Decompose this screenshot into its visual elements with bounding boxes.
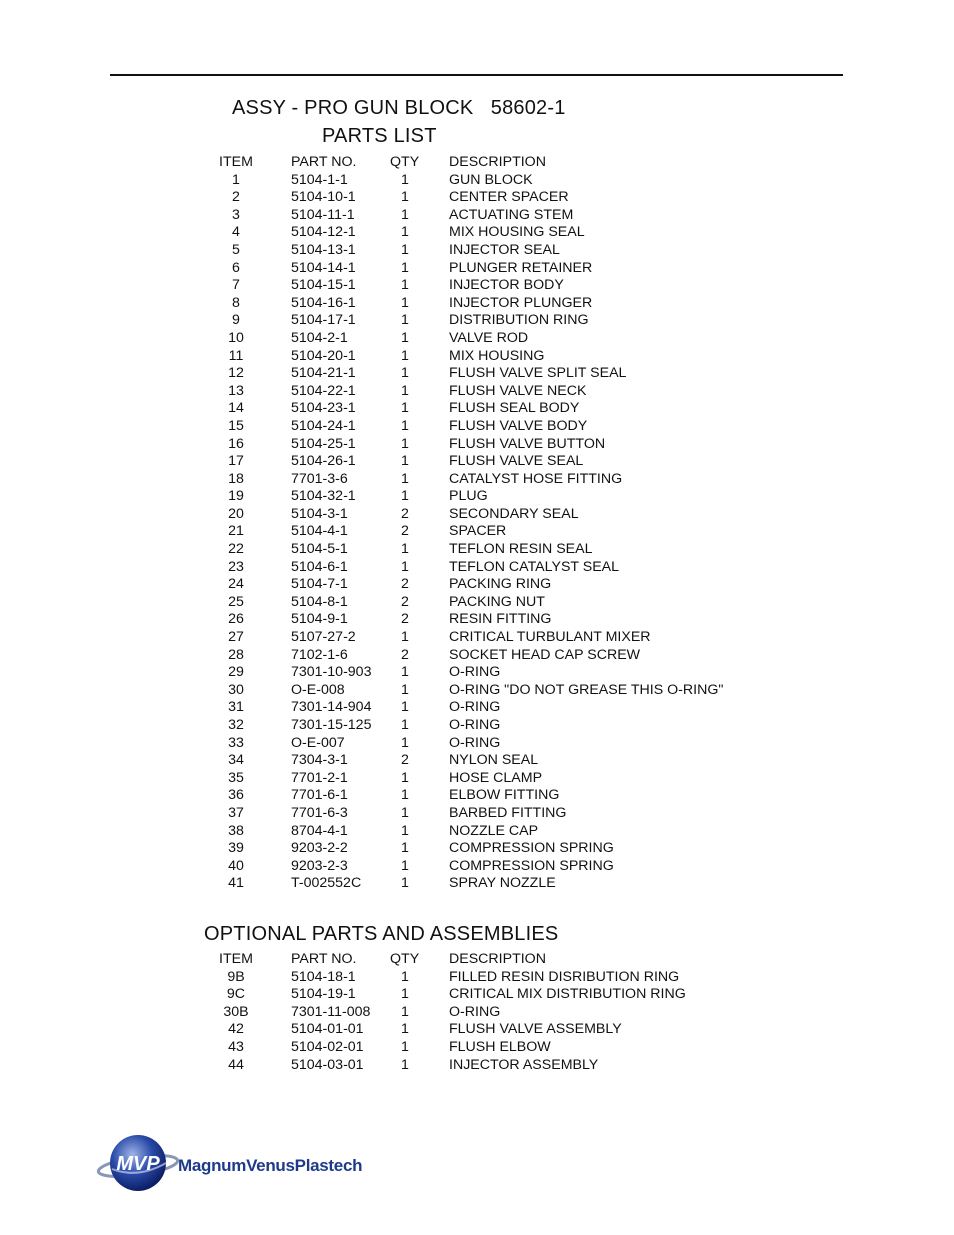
part-number-cell: 7304-3-1	[291, 752, 348, 769]
logo-mark-text: MVP	[116, 1153, 160, 1175]
description-cell: O-RING	[449, 717, 501, 733]
item-cell: 34	[228, 752, 244, 769]
item-cell: 37	[228, 804, 244, 821]
qty-cell: 2	[401, 752, 409, 769]
item-cell: 41	[228, 875, 244, 892]
part-number-cell: 5104-19-1	[291, 986, 356, 1003]
part-number-cell: 5104-32-1	[291, 488, 356, 505]
description-cell: INJECTOR SEAL	[449, 241, 560, 258]
parts-list-heading: PARTS LIST	[322, 125, 437, 147]
col-part-header: PART NO.	[291, 951, 357, 967]
description-cell: FLUSH VALVE SPLIT SEAL	[449, 365, 627, 382]
part-number-cell: 5104-22-1	[291, 382, 356, 399]
part-number-cell: 5104-13-1	[291, 241, 356, 258]
description-cell: HOSE CLAMP	[449, 769, 543, 786]
item-cell: 2	[232, 189, 240, 206]
item-cell: 6	[232, 259, 240, 276]
qty-cell: 1	[401, 629, 409, 646]
qty-cell: 1	[401, 681, 409, 698]
item-cell: 8	[232, 294, 240, 311]
description-cell: FLUSH VALVE ASSEMBLY	[449, 1021, 622, 1038]
col-description-header: DESCRIPTION	[449, 951, 546, 967]
item-cell: 24	[228, 576, 244, 593]
qty-cell: 2	[401, 523, 409, 540]
item-cell: 30	[228, 681, 244, 698]
description-cell: O-RING "DO NOT GREASE THIS O-RING"	[449, 681, 724, 698]
description-cell: ELBOW FITTING	[449, 787, 560, 804]
description-cell: PACKING NUT	[449, 593, 545, 610]
qty-cell: 1	[401, 365, 409, 382]
item-cell: 29	[228, 664, 244, 681]
qty-cell: 1	[401, 1056, 409, 1073]
item-cell: 9	[232, 312, 240, 329]
description-cell: DISTRIBUTION RING	[449, 312, 589, 329]
description-cell: FLUSH VALVE NECK	[449, 382, 587, 399]
description-cell: ACTUATING STEM	[449, 206, 574, 223]
description-cell: NYLON SEAL	[449, 752, 539, 769]
part-number-cell: 8704-4-1	[291, 822, 348, 839]
qty-cell: 1	[401, 312, 409, 329]
qty-cell: 1	[401, 189, 409, 206]
part-number-cell: 5104-03-01	[291, 1056, 364, 1073]
part-number-cell: 5104-23-1	[291, 400, 356, 417]
item-cell: 32	[228, 717, 244, 733]
description-cell: SECONDARY SEAL	[449, 505, 579, 522]
qty-cell: 1	[401, 277, 409, 294]
part-number-cell: 7701-6-1	[291, 787, 348, 804]
description-cell: CATALYST HOSE FITTING	[449, 470, 623, 487]
part-number-cell: 5104-6-1	[291, 558, 348, 575]
col-item-header: ITEM	[219, 154, 253, 170]
description-cell: INJECTOR ASSEMBLY	[449, 1056, 599, 1073]
part-number-cell: 5104-21-1	[291, 365, 356, 382]
part-number-cell: 7701-6-3	[291, 804, 348, 821]
description-cell: CENTER SPACER	[449, 189, 569, 206]
qty-cell: 1	[401, 875, 409, 892]
item-cell: 9C	[226, 986, 246, 1003]
qty-cell: 2	[401, 593, 409, 610]
description-cell: COMPRESSION SPRING	[449, 857, 614, 874]
part-number-cell: 5107-27-2	[291, 629, 356, 646]
qty-cell: 1	[401, 822, 409, 839]
description-cell: CRITICAL MIX DISTRIBUTION RING	[449, 986, 686, 1003]
description-cell: MIX HOUSING SEAL	[449, 224, 585, 241]
item-cell: 33	[228, 734, 244, 751]
col-part-header: PART NO.	[291, 154, 357, 170]
part-number-cell: 7701-2-1	[291, 769, 348, 786]
description-cell: PACKING RING	[449, 576, 552, 593]
description-cell: O-RING	[449, 1003, 501, 1020]
qty-cell: 1	[401, 347, 409, 364]
part-number-cell: 5104-20-1	[291, 347, 356, 364]
description-cell: GUN BLOCK	[449, 171, 533, 188]
description-cell: COMPRESSION SPRING	[449, 840, 614, 857]
qty-cell: 1	[401, 241, 409, 258]
qty-cell: 1	[401, 382, 409, 399]
col-qty-header: QTY	[390, 154, 420, 170]
part-number-cell: 5104-18-1	[291, 968, 356, 985]
part-number-cell: 7701-3-6	[291, 470, 348, 487]
item-cell: 3	[232, 206, 240, 223]
part-number-cell: 5104-12-1	[291, 224, 356, 241]
qty-cell: 1	[401, 804, 409, 821]
qty-cell: 1	[401, 840, 409, 857]
qty-cell: 2	[401, 505, 409, 522]
item-cell: 11	[228, 347, 244, 364]
qty-cell: 1	[401, 717, 409, 733]
item-cell: 25	[228, 593, 244, 610]
item-cell: 7	[232, 277, 240, 294]
qty-cell: 1	[401, 1038, 409, 1055]
description-cell: O-RING	[449, 734, 501, 751]
item-cell: 1	[232, 171, 240, 188]
part-number-cell: 5104-1-1	[291, 171, 348, 188]
qty-cell: 1	[401, 294, 409, 311]
item-cell: 22	[228, 541, 244, 558]
qty-cell: 1	[401, 558, 409, 575]
part-number-cell: 5104-01-01	[291, 1021, 364, 1038]
part-number-cell: 7301-15-125	[291, 717, 372, 733]
part-number-cell: 5104-26-1	[291, 453, 356, 470]
item-cell: 44	[228, 1056, 244, 1073]
page-title: ASSY - PRO GUN BLOCK 58602-1	[232, 97, 566, 119]
logo-wordmark: MagnumVenusPlastech	[178, 1156, 363, 1175]
item-cell: 42	[228, 1021, 244, 1038]
description-cell: PLUNGER RETAINER	[449, 259, 593, 276]
col-item-header: ITEM	[219, 951, 253, 967]
part-number-cell: 5104-3-1	[291, 505, 348, 522]
part-number-cell: T-002552C	[291, 875, 362, 892]
description-cell: FLUSH ELBOW	[449, 1038, 551, 1055]
qty-cell: 1	[401, 400, 409, 417]
part-number-cell: 9203-2-2	[291, 840, 348, 857]
qty-cell: 1	[401, 171, 409, 188]
part-number-cell: 5104-2-1	[291, 329, 348, 346]
part-number-cell: 5104-5-1	[291, 541, 348, 558]
col-description-header: DESCRIPTION	[449, 154, 546, 170]
col-qty-header: QTY	[390, 951, 420, 967]
item-cell: 28	[228, 646, 244, 663]
part-number-cell: 5104-8-1	[291, 593, 348, 610]
item-cell: 30B	[223, 1003, 249, 1020]
description-cell: O-RING	[449, 699, 501, 716]
part-number-cell: 7301-14-904	[291, 699, 372, 716]
item-cell: 31	[228, 699, 244, 716]
item-cell: 5	[232, 241, 240, 258]
qty-cell: 1	[401, 259, 409, 276]
part-number-cell: 5104-02-01	[291, 1038, 364, 1055]
qty-cell: 1	[401, 470, 409, 487]
item-cell: 36	[228, 787, 244, 804]
qty-cell: 1	[401, 787, 409, 804]
part-number-cell: 7102-1-6	[291, 646, 348, 663]
description-cell: VALVE ROD	[449, 329, 529, 346]
part-number-cell: 5104-25-1	[291, 435, 356, 452]
qty-cell: 1	[401, 857, 409, 874]
part-number-cell: O-E-008	[291, 681, 345, 698]
part-number-cell: 5104-10-1	[291, 189, 356, 206]
item-cell: 43	[228, 1038, 244, 1055]
item-cell: 38	[228, 822, 244, 839]
part-number-cell: 5104-14-1	[291, 259, 356, 276]
qty-cell: 1	[401, 1021, 409, 1038]
part-number-cell: 5104-9-1	[291, 611, 348, 628]
description-cell: SPRAY NOZZLE	[449, 875, 556, 892]
qty-cell: 1	[401, 986, 409, 1003]
description-cell: FILLED RESIN DISRIBUTION RING	[449, 968, 680, 985]
item-cell: 16	[228, 435, 244, 452]
qty-cell: 1	[401, 206, 409, 223]
item-cell: 40	[228, 857, 244, 874]
item-cell: 17	[228, 453, 244, 470]
description-cell: INJECTOR PLUNGER	[449, 294, 593, 311]
description-cell: SPACER	[449, 523, 507, 540]
description-cell: TEFLON CATALYST SEAL	[449, 558, 620, 575]
item-cell: 9B	[227, 968, 245, 985]
top-divider	[110, 74, 843, 76]
description-cell: FLUSH VALVE BODY	[449, 417, 588, 434]
item-cell: 23	[228, 558, 244, 575]
part-number-cell: 5104-16-1	[291, 294, 356, 311]
qty-cell: 1	[401, 488, 409, 505]
item-cell: 19	[228, 488, 244, 505]
item-cell: 14	[228, 400, 244, 417]
part-number-cell: 5104-7-1	[291, 576, 348, 593]
part-number-cell: 9203-2-3	[291, 857, 348, 874]
description-cell: TEFLON RESIN SEAL	[449, 541, 593, 558]
part-number-cell: 5104-17-1	[291, 312, 356, 329]
item-cell: 21	[228, 523, 244, 540]
optional-section-title: OPTIONAL PARTS AND ASSEMBLIES	[204, 923, 559, 945]
qty-cell: 1	[401, 968, 409, 985]
description-cell: PLUG	[449, 488, 488, 505]
qty-cell: 2	[401, 646, 409, 663]
item-cell: 4	[232, 224, 240, 241]
part-number-cell: 7301-10-903	[291, 664, 372, 681]
qty-cell: 1	[401, 664, 409, 681]
qty-cell: 1	[401, 329, 409, 346]
part-number-cell: O-E-007	[291, 734, 345, 751]
qty-cell: 1	[401, 435, 409, 452]
description-cell: FLUSH SEAL BODY	[449, 400, 580, 417]
description-cell: BARBED FITTING	[449, 804, 567, 821]
item-cell: 18	[228, 470, 244, 487]
item-cell: 12	[228, 365, 244, 382]
qty-cell: 1	[401, 453, 409, 470]
qty-cell: 2	[401, 576, 409, 593]
description-cell: O-RING	[449, 664, 501, 681]
item-cell: 39	[228, 840, 244, 857]
qty-cell: 2	[401, 611, 409, 628]
qty-cell: 1	[401, 541, 409, 558]
description-cell: FLUSH VALVE SEAL	[449, 453, 584, 470]
item-cell: 27	[228, 629, 244, 646]
description-cell: RESIN FITTING	[449, 611, 552, 628]
item-cell: 26	[228, 611, 244, 628]
item-cell: 15	[228, 417, 244, 434]
description-cell: MIX HOUSING	[449, 347, 545, 364]
item-cell: 35	[228, 769, 244, 786]
part-number-cell: 5104-24-1	[291, 417, 356, 434]
qty-cell: 1	[401, 699, 409, 716]
qty-cell: 1	[401, 224, 409, 241]
part-number-cell: 5104-4-1	[291, 523, 348, 540]
item-cell: 20	[228, 505, 244, 522]
part-number-cell: 5104-11-1	[291, 206, 355, 223]
item-cell: 10	[228, 329, 244, 346]
description-cell: CRITICAL TURBULANT MIXER	[449, 629, 651, 646]
qty-cell: 1	[401, 417, 409, 434]
part-number-cell: 7301-11-008	[291, 1003, 371, 1020]
part-number-cell: 5104-15-1	[291, 277, 356, 294]
description-cell: NOZZLE CAP	[449, 822, 539, 839]
qty-cell: 1	[401, 1003, 409, 1020]
description-cell: INJECTOR BODY	[449, 277, 564, 294]
item-cell: 13	[228, 382, 244, 399]
qty-cell: 1	[401, 769, 409, 786]
description-cell: SOCKET HEAD CAP SCREW	[449, 646, 641, 663]
qty-cell: 1	[401, 734, 409, 751]
description-cell: FLUSH VALVE BUTTON	[449, 435, 606, 452]
